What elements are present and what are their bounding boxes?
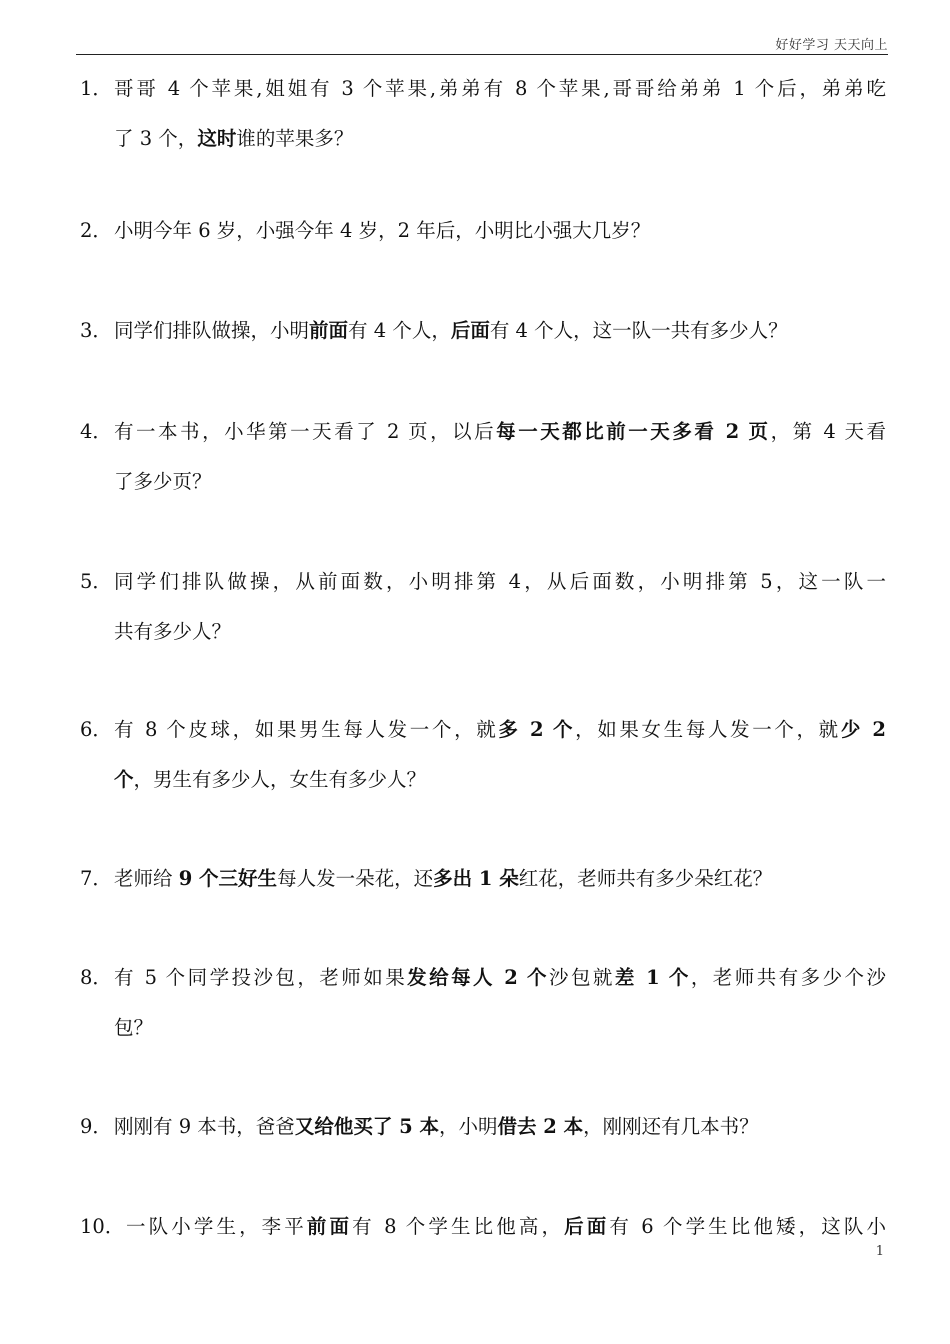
question-line-continued <box>80 114 886 164</box>
text-run: 同学们排队做操，从前面数，小明排第 4，从后面数，小明排第 5，这一队一 <box>114 570 886 593</box>
question-text <box>114 557 886 607</box>
text-run: ，如果女生每人发一个，就 <box>575 718 841 741</box>
question-line <box>80 64 886 114</box>
question-text <box>114 1102 886 1152</box>
text-run: ，第 4 天看 <box>770 420 886 443</box>
question-4 <box>80 407 886 507</box>
text-run: 了 3 个， <box>114 127 198 150</box>
emphasis-text: 又给他买了 5 本 <box>294 1115 439 1138</box>
question-8 <box>80 953 886 1053</box>
question-2 <box>80 206 886 256</box>
question-number: 1． <box>80 77 112 100</box>
text-run: 有 8 个皮球，如果男生每人发一个，就 <box>114 718 499 741</box>
text-run: 有 6 个学生比他矮，这队小 <box>609 1215 886 1238</box>
text-run: ，小明 <box>438 1115 498 1138</box>
text-run: 每人发一朵花，还 <box>277 867 434 890</box>
question-number: 7． <box>80 867 112 890</box>
text-run: 哥哥 4 个苹果,姐姐有 3 个苹果,弟弟有 8 个苹果,哥哥给弟弟 1 个后，弟弟吃 <box>114 77 886 100</box>
emphasis-text: 前面 <box>309 319 349 342</box>
question-number: 4． <box>80 420 112 443</box>
question-line-continued <box>80 755 886 805</box>
question-line <box>80 206 886 256</box>
emphasis-text: 差 1 个 <box>614 966 691 989</box>
text-run: ，老师共有多少个沙 <box>690 966 886 989</box>
question-text <box>114 854 886 904</box>
question-line <box>80 953 886 1003</box>
question-number: 8． <box>80 966 112 989</box>
text-run: 谁的苹果多？ <box>236 127 354 150</box>
text-run: 有 8 个学生比他高， <box>352 1215 565 1238</box>
question-9 <box>80 1102 886 1152</box>
text-run: 刚刚有 9 本书，爸爸 <box>114 1115 295 1138</box>
emphasis-text: 少 2 <box>840 718 886 741</box>
header-divider <box>76 54 888 55</box>
emphasis-text: 多出 1 朵 <box>433 867 519 890</box>
emphasis-text: 多 2 个 <box>498 718 576 741</box>
emphasis-text: 后面 <box>564 1215 610 1238</box>
question-line-continued <box>80 457 886 507</box>
question-number: 5． <box>80 570 112 593</box>
question-number: 10． <box>80 1215 125 1238</box>
text-run: ，刚刚还有几本书？ <box>583 1115 759 1138</box>
text-run: 有一本书，小华第一天看了 2 页，以后 <box>114 420 497 443</box>
emphasis-text: 发给每人 2 个 <box>407 966 549 989</box>
question-line-continued <box>80 607 886 657</box>
text-run: 包？ <box>114 1016 154 1039</box>
question-6 <box>80 705 886 805</box>
question-line <box>80 1202 886 1252</box>
header-motto: 好好学习 天天向上 <box>775 38 888 53</box>
text-run: 有 5 个同学投沙包，老师如果 <box>114 966 408 989</box>
question-number: 3． <box>80 319 112 342</box>
question-10 <box>80 1202 886 1252</box>
emphasis-text: 前面 <box>306 1215 353 1238</box>
question-text <box>114 64 886 114</box>
question-text <box>114 953 886 1003</box>
text-run: 沙包就 <box>549 966 615 989</box>
question-number: 9． <box>80 1115 112 1138</box>
text-run: 同学们排队做操，小明 <box>114 319 310 342</box>
question-line <box>80 407 886 457</box>
text-run: 了多少页？ <box>114 470 212 493</box>
question-3 <box>80 306 886 356</box>
text-run: 一队小学生，李平 <box>126 1215 307 1238</box>
emphasis-text: 这时 <box>197 127 237 150</box>
question-line <box>80 557 886 607</box>
question-text <box>114 206 886 256</box>
text-run: 老师给 <box>114 867 179 890</box>
question-line <box>80 306 886 356</box>
question-text <box>114 306 886 356</box>
text-run: 共有多少人？ <box>114 620 232 643</box>
text-run: 小明今年 6 岁，小强今年 4 岁，2 年后，小明比小强大几岁？ <box>114 219 651 242</box>
text-run: ，男生有多少人，女生有多少人？ <box>133 768 427 791</box>
text-run: 有 4 个人， <box>348 319 451 342</box>
emphasis-text: 每一天都比前一天多看 2 页 <box>496 420 771 443</box>
emphasis-text: 后面 <box>450 319 490 342</box>
page-number: 1 <box>875 1244 884 1259</box>
question-number: 6． <box>80 718 112 741</box>
question-line <box>80 854 886 904</box>
question-line <box>80 705 886 755</box>
question-5 <box>80 557 886 657</box>
question-line <box>80 1102 886 1152</box>
question-number: 2． <box>80 219 112 242</box>
question-text <box>114 705 886 755</box>
question-7 <box>80 854 886 904</box>
question-text <box>126 1202 886 1252</box>
text-run: 红花，老师共有多少朵红花？ <box>518 867 773 890</box>
question-1 <box>80 64 886 164</box>
emphasis-text: 9 个三好生 <box>178 867 278 890</box>
emphasis-text: 借去 2 本 <box>497 1115 584 1138</box>
question-text <box>114 407 886 457</box>
question-line-continued <box>80 1003 886 1053</box>
text-run: 有 4 个人，这一队一共有多少人？ <box>489 319 788 342</box>
emphasis-text: 个 <box>114 768 134 791</box>
